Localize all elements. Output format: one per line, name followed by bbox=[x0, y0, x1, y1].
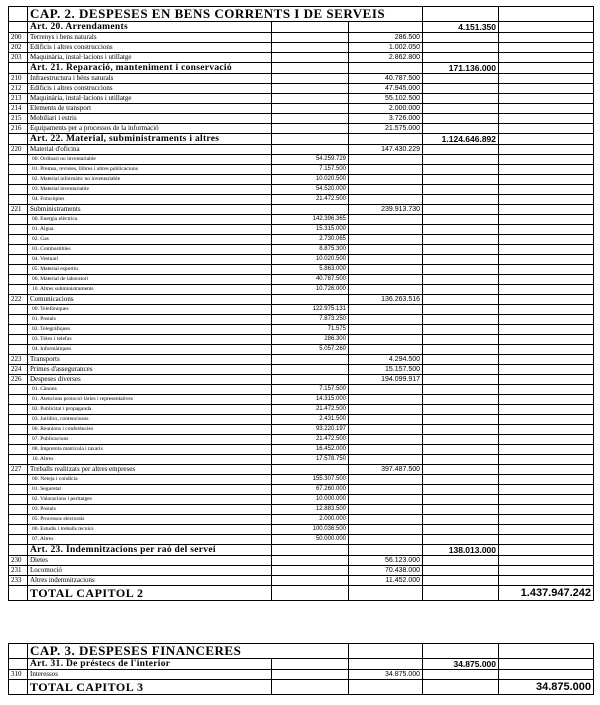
subrow-label: 03. Material inventariable bbox=[28, 185, 272, 195]
subrow-amount: 67.260.000 bbox=[272, 485, 349, 495]
row-code: 226 bbox=[9, 375, 28, 385]
chapter-2-title: CAP. 2. DESPESES EN BENS CORRENTS I DE SERVEIS bbox=[28, 7, 423, 22]
subrow-amount: 10.000.000 bbox=[272, 495, 349, 505]
subrow-amount: 7.157.500 bbox=[272, 165, 349, 175]
article-21-title: Art. 21. Reparació, manteniment i conservació bbox=[28, 63, 272, 74]
table-row bbox=[9, 84, 594, 94]
subrow-label: 00. Energia elèctrica bbox=[28, 215, 272, 225]
row-code: 203 bbox=[9, 53, 28, 63]
subrow-label: 04. Vestuari bbox=[28, 255, 272, 265]
subrow-label: 02. Material informàtic no inventariable bbox=[28, 175, 272, 185]
row-code: 213 bbox=[9, 94, 28, 104]
subrow-amount: 8.875.300 bbox=[272, 245, 349, 255]
table-subrow bbox=[9, 475, 594, 485]
row-label: Treballs realitzats per altres empreses bbox=[28, 465, 272, 475]
table-subrow bbox=[9, 405, 594, 415]
article-31-row bbox=[9, 659, 594, 670]
row-amount: 397.487.500 bbox=[349, 465, 423, 475]
table-subrow bbox=[9, 455, 594, 465]
subrow-label: 01. Cànons bbox=[28, 385, 272, 395]
chapter-3-header-row bbox=[9, 644, 594, 659]
table-row bbox=[9, 205, 594, 215]
subrow-amount: 5.057.260 bbox=[272, 345, 349, 355]
table-subrow bbox=[9, 175, 594, 185]
row-label: Mobiliari i estris bbox=[28, 114, 272, 124]
row-label: Interessos bbox=[28, 670, 272, 680]
row-amount: 21.575.000 bbox=[349, 124, 423, 134]
table-row bbox=[9, 465, 594, 475]
row-amount: 1.002.050 bbox=[349, 43, 423, 53]
row-code: 221 bbox=[9, 205, 28, 215]
row-label: Comunicacions bbox=[28, 295, 272, 305]
row-amount: 56.123.000 bbox=[349, 556, 423, 566]
article-23-row bbox=[9, 545, 594, 556]
row-label: Transports bbox=[28, 355, 272, 365]
row-amount: 2.862.800 bbox=[349, 53, 423, 63]
chapter-3-title: CAP. 3. DESPESES FINANCERES bbox=[28, 644, 349, 659]
subrow-amount: 50.000.000 bbox=[272, 535, 349, 545]
row-label: Edificis i altres construccions bbox=[28, 84, 272, 94]
table-subrow bbox=[9, 485, 594, 495]
subrow-label: 05. Processos electorals bbox=[28, 515, 272, 525]
subrow-amount: 16.452.000 bbox=[272, 445, 349, 455]
table-subrow bbox=[9, 315, 594, 325]
table-row bbox=[9, 43, 594, 53]
subrow-label: 00. Neteja i condícia bbox=[28, 475, 272, 485]
row-code: 310 bbox=[9, 670, 28, 680]
table-subrow bbox=[9, 195, 594, 205]
table-subrow bbox=[9, 325, 594, 335]
row-amount: 11.452.000 bbox=[349, 576, 423, 586]
table-row bbox=[9, 94, 594, 104]
row-amount: 15.157.500 bbox=[349, 365, 423, 375]
row-label: Terrenys i bens naturals bbox=[28, 33, 272, 43]
row-amount: 286.500 bbox=[349, 33, 423, 43]
subrow-label: 06. Reunions i conferències bbox=[28, 425, 272, 435]
article-22-total: 1.124.646.892 bbox=[423, 134, 499, 145]
row-label: Equipaments per a processos de la informació bbox=[28, 124, 272, 134]
article-22-title: Art. 22. Material, subministraments i altres bbox=[28, 134, 272, 145]
subrow-amount: 21.472.500 bbox=[272, 195, 349, 205]
chapter-3-total-label: TOTAL CAPITOL 3 bbox=[28, 680, 272, 695]
row-amount: 70.438.000 bbox=[349, 566, 423, 576]
subrow-label: 03. Combustibles bbox=[28, 245, 272, 255]
subrow-label: 04. Fotocòpies bbox=[28, 195, 272, 205]
subrow-label: 07. Publicacions bbox=[28, 435, 272, 445]
row-label: Edificis i altres construccions bbox=[28, 43, 272, 53]
table-subrow bbox=[9, 345, 594, 355]
table-row bbox=[9, 104, 594, 114]
subrow-amount: 71.575 bbox=[272, 325, 349, 335]
row-amount: 194.099.917 bbox=[349, 375, 423, 385]
table-subrow bbox=[9, 245, 594, 255]
table-subrow bbox=[9, 215, 594, 225]
table-row bbox=[9, 124, 594, 134]
subrow-amount: 122.975.131 bbox=[272, 305, 349, 315]
row-code: 216 bbox=[9, 124, 28, 134]
chapter-2-total-amount: 1.437.947.242 bbox=[499, 586, 594, 601]
subrow-label: 01. Aigua bbox=[28, 225, 272, 235]
subrow-label: 04. Informàtiques bbox=[28, 345, 272, 355]
subrow-amount: 15.315.000 bbox=[272, 225, 349, 235]
table-subrow bbox=[9, 415, 594, 425]
row-label: Altres indemnitzacions bbox=[28, 576, 272, 586]
row-amount: 147.430.229 bbox=[349, 145, 423, 155]
subrow-amount: 10.020.500 bbox=[272, 175, 349, 185]
table-subrow bbox=[9, 515, 594, 525]
article-31-title: Art. 31. De préstecs de l'interior bbox=[28, 659, 272, 670]
table-subrow bbox=[9, 445, 594, 455]
subrow-label: 02. Telegràfiques bbox=[28, 325, 272, 335]
article-21-row bbox=[9, 63, 594, 74]
subrow-amount: 2.000.000 bbox=[272, 515, 349, 525]
row-amount: 2.000.000 bbox=[349, 104, 423, 114]
article-20-title: Art. 20. Arrendaments bbox=[28, 22, 272, 33]
subrow-label: 06. Estudis i treballs tècnics bbox=[28, 525, 272, 535]
chapter-2-header-row bbox=[9, 7, 594, 22]
subrow-amount: 7.873.250 bbox=[272, 315, 349, 325]
subrow-amount: 5.863.000 bbox=[272, 265, 349, 275]
subrow-label: 10. Altres bbox=[28, 455, 272, 465]
table-subrow bbox=[9, 525, 594, 535]
subrow-label: 10. Altres subministraments bbox=[28, 285, 272, 295]
row-code: 231 bbox=[9, 566, 28, 576]
subrow-label: 03. Jurídics, contenciosos bbox=[28, 415, 272, 425]
subrow-label: 02. Valoracions i peritatges bbox=[28, 495, 272, 505]
chapter-3-total-amount: 34.875.000 bbox=[499, 680, 594, 695]
row-label: Primes d'assegurances bbox=[28, 365, 272, 375]
subrow-amount: 12.883.500 bbox=[272, 505, 349, 515]
row-amount: 4.294.500 bbox=[349, 355, 423, 365]
subrow-amount: 2.431.500 bbox=[272, 415, 349, 425]
row-label: Subministraments bbox=[28, 205, 272, 215]
article-31-total: 34.875.000 bbox=[423, 659, 499, 670]
subrow-label: 01. Atencions protocol·làries i representatives bbox=[28, 395, 272, 405]
subrow-amount: 54.520.000 bbox=[272, 185, 349, 195]
subrow-label: 03. Postals bbox=[28, 505, 272, 515]
row-code: 230 bbox=[9, 556, 28, 566]
row-label: Maquinària, instal·lacions i utillatge bbox=[28, 94, 272, 104]
row-label: Despeses diverses bbox=[28, 375, 272, 385]
table-row bbox=[9, 114, 594, 124]
row-amount: 136.263.516 bbox=[349, 295, 423, 305]
row-code: 215 bbox=[9, 114, 28, 124]
table-subrow bbox=[9, 495, 594, 505]
table-subrow bbox=[9, 155, 594, 165]
subrow-label: 06. Material de laboratori bbox=[28, 275, 272, 285]
table-row bbox=[9, 566, 594, 576]
article-20-row bbox=[9, 22, 594, 33]
row-code: 210 bbox=[9, 74, 28, 84]
row-code: 223 bbox=[9, 355, 28, 365]
table-subrow bbox=[9, 435, 594, 445]
subrow-label: 02. Publicitat i propaganda bbox=[28, 405, 272, 415]
row-label: Material d'oficina bbox=[28, 145, 272, 155]
chapter-3-table bbox=[8, 643, 594, 695]
row-amount: 40.787.500 bbox=[349, 74, 423, 84]
subrow-amount: 93.220.197 bbox=[272, 425, 349, 435]
chapter-2-total-label: TOTAL CAPITOL 2 bbox=[28, 586, 272, 601]
row-code: 233 bbox=[9, 576, 28, 586]
table-row bbox=[9, 576, 594, 586]
table-row bbox=[9, 74, 594, 84]
subrow-label: 01. Seguretat bbox=[28, 485, 272, 495]
subrow-amount: 10.020.500 bbox=[272, 255, 349, 265]
table-row bbox=[9, 295, 594, 305]
row-code: 224 bbox=[9, 365, 28, 375]
subrow-amount: 100.036.500 bbox=[272, 525, 349, 535]
subrow-label: 03. Tèlex i telefax bbox=[28, 335, 272, 345]
row-label: Maquinària, instal·lacions i utillatge bbox=[28, 53, 272, 63]
row-code: 212 bbox=[9, 84, 28, 94]
row-label: Elements de transport bbox=[28, 104, 272, 114]
table-row bbox=[9, 670, 594, 680]
row-amount: 34.875.000 bbox=[349, 670, 423, 680]
row-label: Dietes bbox=[28, 556, 272, 566]
table-subrow bbox=[9, 255, 594, 265]
subrow-amount: 10.726.000 bbox=[272, 285, 349, 295]
chapter-3-total-row bbox=[9, 680, 594, 695]
subrow-amount: 21.472.500 bbox=[272, 405, 349, 415]
subrow-amount: 286.300 bbox=[272, 335, 349, 345]
subrow-label: 00. Telefòniques bbox=[28, 305, 272, 315]
table-subrow bbox=[9, 385, 594, 395]
subrow-amount: 14.315.000 bbox=[272, 395, 349, 405]
subrow-amount: 142.396.365 bbox=[272, 215, 349, 225]
row-amount: 3.726.000 bbox=[349, 114, 423, 124]
row-code: 214 bbox=[9, 104, 28, 114]
table-subrow bbox=[9, 335, 594, 345]
row-label: Locomoció bbox=[28, 566, 272, 576]
table-subrow bbox=[9, 285, 594, 295]
table-subrow bbox=[9, 265, 594, 275]
table-subrow bbox=[9, 225, 594, 235]
subrow-label: 08. Impremta matrícula i taxaris bbox=[28, 445, 272, 455]
table-subrow bbox=[9, 305, 594, 315]
row-amount: 47.945.000 bbox=[349, 84, 423, 94]
table-subrow bbox=[9, 535, 594, 545]
subrow-amount: 155.307.500 bbox=[272, 475, 349, 485]
table-subrow bbox=[9, 425, 594, 435]
subrow-label: 07. Altres bbox=[28, 535, 272, 545]
article-23-title: Art. 23. Indemnitzacions per raó del servei bbox=[28, 545, 272, 556]
article-22-row bbox=[9, 134, 594, 145]
subrow-label: 05. Material esportiu bbox=[28, 265, 272, 275]
article-20-total: 4.151.350 bbox=[423, 22, 499, 33]
subrow-amount: 54.259.729 bbox=[272, 155, 349, 165]
row-code: 200 bbox=[9, 33, 28, 43]
table-subrow bbox=[9, 185, 594, 195]
row-label: Infraestructura i béns naturals bbox=[28, 74, 272, 84]
article-21-total: 171.136.000 bbox=[423, 63, 499, 74]
subrow-amount: 40.787.500 bbox=[272, 275, 349, 285]
table-subrow bbox=[9, 275, 594, 285]
subrow-label: 02. Gas bbox=[28, 235, 272, 245]
subrow-label: 00. Ordinari no inventariable bbox=[28, 155, 272, 165]
table-subrow bbox=[9, 505, 594, 515]
table-row bbox=[9, 145, 594, 155]
table-row bbox=[9, 33, 594, 43]
chapter-2-table bbox=[8, 6, 594, 601]
row-code: 227 bbox=[9, 465, 28, 475]
chapter-2-total-row bbox=[9, 586, 594, 601]
table-row bbox=[9, 365, 594, 375]
row-amount: 55.102.500 bbox=[349, 94, 423, 104]
subrow-amount: 2.730.065 bbox=[272, 235, 349, 245]
table-row bbox=[9, 375, 594, 385]
article-23-total: 138.013.000 bbox=[423, 545, 499, 556]
table-row bbox=[9, 355, 594, 365]
table-row bbox=[9, 53, 594, 63]
row-code: 222 bbox=[9, 295, 28, 305]
subrow-amount: 21.472.500 bbox=[272, 435, 349, 445]
subrow-amount: 17.578.750 bbox=[272, 455, 349, 465]
subrow-label: 01. Postals bbox=[28, 315, 272, 325]
subrow-amount: 7.157.500 bbox=[272, 385, 349, 395]
row-code: 220 bbox=[9, 145, 28, 155]
table-subrow bbox=[9, 395, 594, 405]
row-amount: 239.913.730 bbox=[349, 205, 423, 215]
row-code: 202 bbox=[9, 43, 28, 53]
table-subrow bbox=[9, 235, 594, 245]
table-subrow bbox=[9, 165, 594, 175]
subrow-label: 01. Premsa, revistes, llibres i altres publicacions bbox=[28, 165, 272, 175]
table-row bbox=[9, 556, 594, 566]
